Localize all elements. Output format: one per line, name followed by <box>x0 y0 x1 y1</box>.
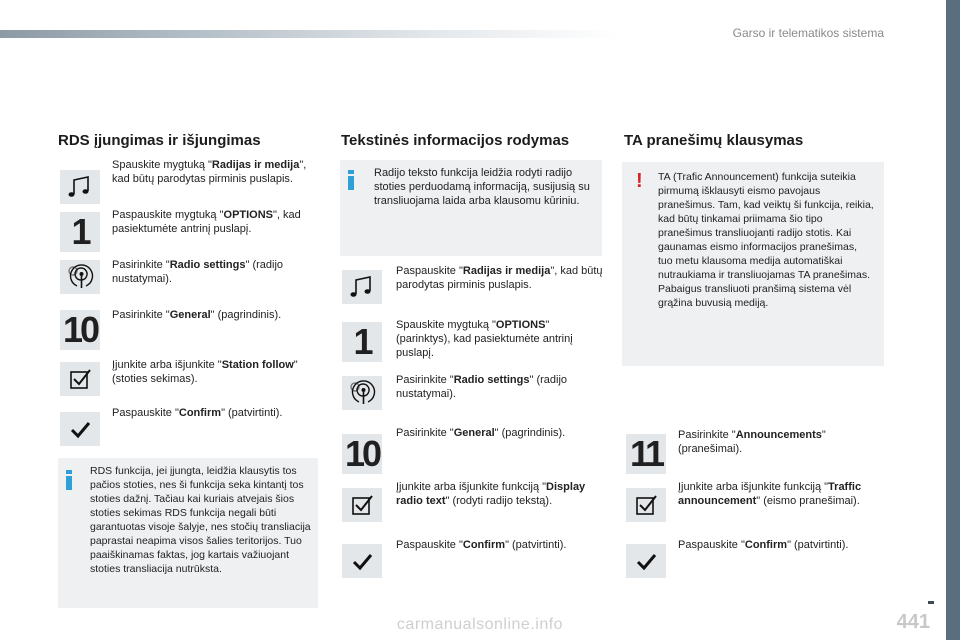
toggle-icon-box <box>626 488 666 522</box>
ta-warning-text: TA (Trafic Announcement) funkcija suteikia pirmumą išklausyti eismo pavojaus pranešimus. Tam, kad veiktų ši funkcija, reikia, kad būtų tinkamai priimama šio tipo pranešimus transliuojanti radijo stotis. Kai gaunamas eismo informacijos pranešimas, tuo metu klausoma medija automatiškai nutraukiama ir transliuojamas TA pranešimas. Pabaigus transliuoti pranšimą sistema vėl grąžina buvusią mediją. <box>658 171 874 309</box>
info-icon <box>66 470 72 490</box>
text-step-2: Spauskite mygtuką "OPTIONS" (parinktys), kad pasiektumėte antrinį puslapį. <box>396 319 573 359</box>
radio-antenna-icon <box>342 376 382 410</box>
checkmark-icon <box>60 412 100 446</box>
text-info-text: Radijo teksto funkcija leidžia rodyti radijo stoties perduodamą informaciją, susijusią su transliuojama laida arba klausomu kūriniu. <box>374 167 590 207</box>
text-info-box <box>340 160 602 256</box>
page-number: 441 <box>896 611 930 633</box>
ta-warning-box <box>622 162 884 366</box>
rds-info-box <box>58 458 318 608</box>
checkbox-toggle-icon <box>342 488 382 522</box>
ta-step-2: Įjunkite arba išjunkite funkciją "Traffic announcement" (eismo pranešimai). <box>678 481 862 507</box>
checkmark-icon <box>342 544 382 578</box>
badge-11: 11 <box>626 434 666 474</box>
rds-heading: RDS įjungimas ir išjungimas <box>58 132 261 149</box>
rds-info-text: RDS funkcija, jei įjungta, leidžia klausytis tos pačios stoties, nes ši funkcija seka kintantį tos stoties dažnį. Tačiau kai kuriais atvejais šios stoties sekimas RDS funkcija negali būti garantuotas visoje šalyje, nes stočių transliacija paprastai neapima visos šalies teritorijos. Tuo paaiškinamas faktas, jog kartais važiuojant stoties transliacija nutrūksta. <box>90 465 311 575</box>
badge-1: 1 <box>342 322 382 362</box>
footer-marker <box>928 601 934 604</box>
text-step-5: Įjunkite arba išjunkite funkciją "Display radio text" (rodyti radijo tekstą). <box>396 481 586 507</box>
music-icon-box <box>60 170 100 204</box>
rds-step-2: Paspauskite mygtuką "OPTIONS", kad pasiektumėte antrinį puslapį. <box>112 209 301 235</box>
ta-step-1: Pasirinkite "Announcements" (pranešimai). <box>678 429 826 455</box>
radio-settings-icon-box <box>60 260 100 294</box>
info-icon <box>348 170 354 190</box>
text-step-3: Pasirinkite "Radio settings" (radijo nustatymai). <box>396 374 568 400</box>
badge-10: 10 <box>60 310 100 350</box>
badge-1: 1 <box>60 212 100 252</box>
header-gradient-bar <box>0 30 620 38</box>
toggle-icon-box <box>342 488 382 522</box>
radio-antenna-icon <box>60 260 100 294</box>
rds-step-5: Įjunkite arba išjunkite "Station follow" (stoties sekimas). <box>112 359 298 385</box>
text-step-6: Paspauskite "Confirm" (patvirtinti). <box>396 539 567 551</box>
checkbox-toggle-icon <box>60 362 100 396</box>
text-step-4: Pasirinkite "General" (pagrindinis). <box>396 427 566 439</box>
section-title: Garso ir telematikos sistema <box>732 26 884 40</box>
music-icon-box <box>342 270 382 304</box>
radio-settings-icon-box <box>342 376 382 410</box>
music-note-icon <box>342 270 382 304</box>
checkbox-toggle-icon <box>626 488 666 522</box>
toggle-icon-box <box>60 362 100 396</box>
badge-10: 10 <box>342 434 382 474</box>
confirm-icon-box <box>60 412 100 446</box>
checkmark-icon <box>626 544 666 578</box>
ta-heading: TA pranešimų klausymas <box>624 132 804 149</box>
rds-step-1: Spauskite mygtuką "Radijas ir medija", kad būtų parodytas pirminis puslapis. <box>112 159 307 185</box>
watermark: carmanualsonline.info <box>396 616 564 633</box>
text-step-1: Paspauskite "Radijas ir medija", kad būtų parodytas pirminis puslapis. <box>396 265 603 291</box>
rds-step-4: Pasirinkite "General" (pagrindinis). <box>112 309 282 321</box>
side-strip <box>946 0 960 640</box>
rds-step-3: Pasirinkite "Radio settings" (radijo nustatymai). <box>112 259 284 285</box>
rds-step-6: Paspauskite "Confirm" (patvirtinti). <box>112 407 283 419</box>
confirm-icon-box <box>342 544 382 578</box>
ta-step-3: Paspauskite "Confirm" (patvirtinti). <box>678 539 849 551</box>
music-note-icon <box>60 170 100 204</box>
confirm-icon-box <box>626 544 666 578</box>
text-heading: Tekstinės informacijos rodymas <box>341 132 570 149</box>
warning-icon: ! <box>636 170 643 192</box>
